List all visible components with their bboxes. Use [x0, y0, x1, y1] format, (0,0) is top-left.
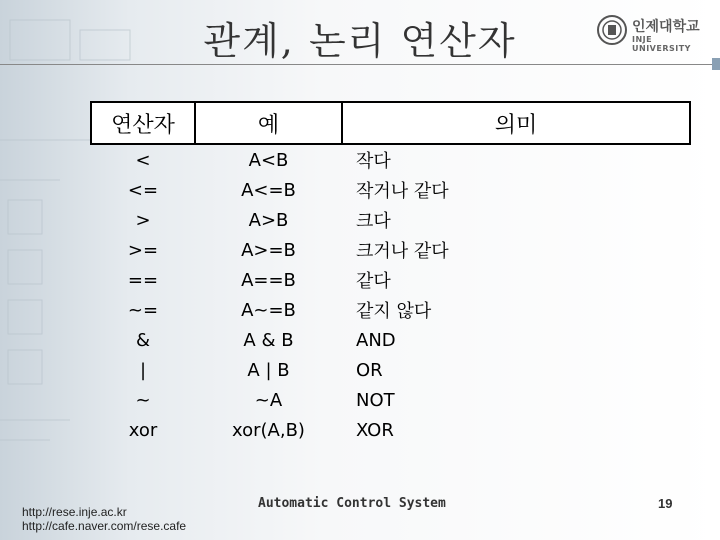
- table-row: [91, 265, 690, 295]
- operator-cell: ==: [127, 269, 159, 291]
- footer-url-cafe[interactable]: http://cafe.naver.com/rese.cafe: [22, 519, 187, 533]
- table-row: [91, 325, 690, 355]
- operator-cell: |: [139, 359, 147, 381]
- table-row: [91, 144, 690, 175]
- meaning-cell: 같다: [356, 271, 391, 292]
- example-cell: A | B: [247, 359, 290, 381]
- table-row: [91, 355, 690, 385]
- example-cell: A & B: [243, 329, 294, 351]
- meaning-cell: 크거나 같다: [356, 241, 449, 262]
- table-row: [91, 175, 690, 205]
- header-operator: 연산자: [91, 102, 195, 144]
- operator-cell: >=: [127, 239, 159, 261]
- operator-cell: >: [135, 209, 151, 231]
- operator-cell: <=: [127, 179, 159, 201]
- example-cell: A<B: [248, 149, 289, 171]
- operator-cell: ~: [135, 389, 151, 411]
- example-cell: A<=B: [241, 179, 296, 201]
- operator-cell: ~=: [127, 299, 159, 321]
- example-cell: A~=B: [241, 299, 296, 321]
- example-cell: A>B: [248, 209, 289, 231]
- table-row: [91, 295, 690, 325]
- example-cell: ~A: [254, 389, 283, 411]
- meaning-cell: 작거나 같다: [356, 181, 449, 202]
- table-row: [91, 385, 690, 415]
- example-cell: A==B: [241, 269, 296, 291]
- slide-title: 관계, 논리 연산자: [203, 19, 517, 63]
- meaning-cell: OR: [356, 359, 383, 381]
- operator-cell: xor: [128, 419, 158, 441]
- footer-course-name: Automatic Control System: [258, 496, 446, 511]
- university-seal-icon: [596, 14, 628, 46]
- table-header-row: [91, 102, 690, 144]
- table-row: [91, 235, 690, 265]
- footer-url-rese[interactable]: http://rese.inje.ac.kr: [22, 505, 127, 519]
- divider-accent: [712, 58, 720, 70]
- table-row: [91, 205, 690, 235]
- operator-table: [90, 101, 691, 445]
- meaning-cell: 작다: [356, 151, 391, 172]
- example-cell: xor(A,B): [232, 419, 305, 441]
- meaning-cell: AND: [356, 329, 396, 351]
- university-logo: [596, 12, 706, 52]
- example-cell: A>=B: [241, 239, 296, 261]
- logo-name: 인제대학교: [632, 19, 700, 35]
- table-row: [91, 415, 690, 445]
- title-divider: [0, 64, 720, 65]
- meaning-cell: NOT: [356, 389, 395, 411]
- meaning-cell: 크다: [356, 211, 391, 232]
- logo-subtitle: INJE UNIVERSITY: [632, 35, 691, 53]
- operator-cell: <: [135, 149, 151, 171]
- meaning-cell: XOR: [356, 419, 394, 441]
- header-meaning: 의미: [342, 102, 690, 144]
- operator-cell: &: [135, 329, 151, 351]
- header-example: 예: [195, 102, 342, 144]
- meaning-cell: 같지 않다: [356, 301, 432, 322]
- page-number: 19: [658, 496, 673, 511]
